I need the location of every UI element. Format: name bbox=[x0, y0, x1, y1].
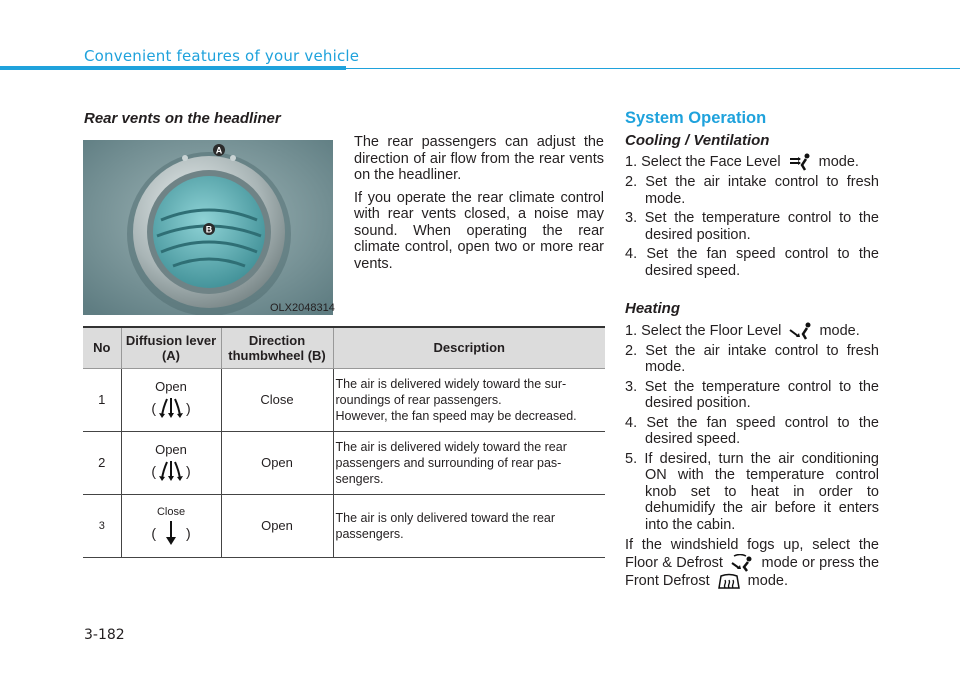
note-text: mode. bbox=[747, 572, 788, 589]
table-header-row bbox=[83, 327, 605, 368]
step-text: mode. bbox=[819, 322, 860, 339]
description-line: roundings of rear passengers. bbox=[335, 392, 502, 407]
defrost-note bbox=[625, 537, 879, 590]
face-level-icon bbox=[788, 153, 812, 171]
heating-steps bbox=[625, 322, 879, 534]
cooling-title: Cooling / Ventilation bbox=[625, 131, 770, 149]
paragraph: The rear passengers can adjust the direction of air flow from the rear vents on the headliner. bbox=[354, 134, 604, 183]
column-header-lever: Diffusion lever (A) bbox=[121, 327, 221, 368]
step-text: Select the Face Level bbox=[641, 153, 781, 170]
system-operation-column bbox=[625, 110, 879, 590]
lever-cell bbox=[121, 494, 221, 557]
rear-vent-photo bbox=[83, 140, 333, 315]
label-a: A bbox=[215, 145, 223, 156]
list-item bbox=[625, 153, 879, 171]
note-text: If the windshield fogs up, select the Floor & Defrost bbox=[625, 537, 879, 571]
list-item: 3. Set the temperature control to the desired position. bbox=[625, 210, 879, 243]
step-text: Select the Floor Level bbox=[641, 322, 782, 339]
list-item: 2. Set the air intake control to fresh mode. bbox=[625, 174, 879, 207]
step-number: 1. bbox=[625, 322, 638, 339]
step-text: mode. bbox=[818, 153, 859, 170]
row-number: 1 bbox=[83, 368, 121, 431]
thumbwheel-state: Close bbox=[221, 368, 333, 431]
list-item: 2. Set the air intake control to fresh mode. bbox=[625, 342, 879, 375]
description-line: The air is only delivered toward the rear bbox=[335, 510, 556, 525]
lever-symbol: ( ) bbox=[151, 520, 190, 546]
list-item: 5. If desired, turn the air conditioning ON with the temperature control knob set to heat in order to dehumidify the air before it enters into the cabin. bbox=[625, 450, 879, 533]
table-row bbox=[83, 494, 605, 557]
page-number: 3-182 bbox=[84, 627, 125, 643]
vent-settings-table bbox=[83, 326, 605, 558]
cooling-steps bbox=[625, 153, 879, 279]
thumbwheel-state: Open bbox=[221, 494, 333, 557]
list-item: 4. Set the fan speed control to the desired speed. bbox=[625, 246, 879, 279]
header-accent-bar bbox=[0, 66, 346, 70]
lever-state: Close bbox=[156, 505, 186, 518]
heating-title: Heating bbox=[625, 300, 681, 317]
down-arrow-icon bbox=[158, 520, 184, 546]
description-cell bbox=[333, 494, 605, 557]
spread-arrows-icon bbox=[158, 459, 184, 483]
spacer bbox=[625, 283, 879, 301]
column-header-no: No bbox=[83, 327, 121, 368]
step-number: 1. bbox=[625, 153, 638, 170]
lever-cell bbox=[121, 368, 221, 431]
description-cell bbox=[333, 431, 605, 494]
lever-state: Open bbox=[155, 442, 187, 457]
description-cell bbox=[333, 368, 605, 431]
lever-symbol: ( ) bbox=[151, 396, 190, 420]
floor-level-icon bbox=[788, 322, 812, 340]
lever-symbol: ( ) bbox=[151, 459, 190, 483]
rear-vents-heading: Rear vents on the headliner bbox=[84, 110, 281, 127]
description-line: passengers and surrounding of rear pas- bbox=[335, 455, 562, 470]
thumbwheel-state: Open bbox=[221, 431, 333, 494]
floor-defrost-icon bbox=[730, 554, 754, 572]
spread-arrows-icon bbox=[158, 396, 184, 420]
row-number: 3 bbox=[83, 494, 121, 557]
description-line: The air is delivered widely toward the rear bbox=[335, 439, 567, 454]
table-row bbox=[83, 368, 605, 431]
system-operation-title: System Operation bbox=[625, 109, 767, 127]
label-b: B bbox=[205, 224, 213, 235]
section-title: Convenient features of your vehicle bbox=[84, 47, 360, 65]
description-line: The air is delivered widely toward the sur- bbox=[335, 376, 567, 391]
list-item: 3. Set the temperature control to the desired position. bbox=[625, 378, 879, 411]
list-item: 4. Set the fan speed control to the desired speed. bbox=[625, 414, 879, 447]
front-defrost-icon bbox=[717, 572, 741, 590]
column-header-thumbwheel: Direction thumbwheel (B) bbox=[221, 327, 333, 368]
lever-state: Open bbox=[155, 379, 187, 394]
header-rule bbox=[346, 68, 960, 69]
list-item bbox=[625, 322, 879, 340]
row-number: 2 bbox=[83, 431, 121, 494]
column-header-description: Description bbox=[333, 327, 605, 368]
lever-cell bbox=[121, 431, 221, 494]
rear-vents-text bbox=[354, 134, 604, 278]
description-line: sengers. bbox=[335, 471, 384, 486]
rear-vent-illustration bbox=[83, 140, 333, 315]
description-line: passengers. bbox=[335, 526, 404, 541]
photo-code: OLX2048314 bbox=[270, 302, 335, 314]
paragraph: If you operate the rear climate control with rear vents closed, a noise may sound. When operating the rear climate control, open two or more rear vents. bbox=[354, 189, 604, 272]
description-line: However, the fan speed may be decreased. bbox=[335, 408, 577, 423]
note-text: mode or press the Front Defrost bbox=[625, 554, 880, 589]
table-row bbox=[83, 431, 605, 494]
